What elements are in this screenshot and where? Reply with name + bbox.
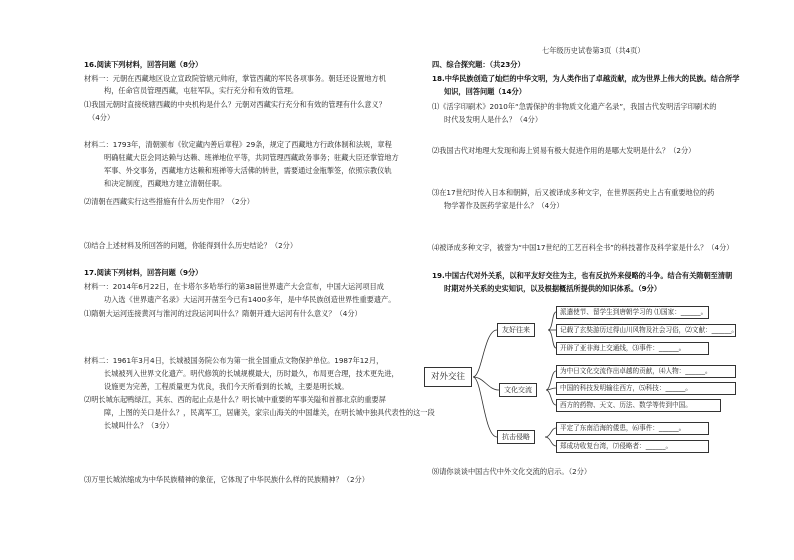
q17-material1-line1: 材料一：2014年6月22日，在卡塔尔多哈举行的第38届世界遗产大会宣布，中国大运河项目成 <box>84 282 384 291</box>
q16-material2-line4: 和决定制度，西藏地方建立清朝任职。 <box>104 179 227 188</box>
mindmap-leaf-5: 中国的科技发明输往西方，⑸科技：______。 <box>556 382 736 395</box>
mindmap-branch-culture: 文化交流 <box>499 383 537 397</box>
q17-question2-line1: ⑵明长城东起鸭绿江，其东、西的起止点是什么？明长城中重要的军事关隘和首都北京的重要屏 <box>84 395 386 404</box>
mindmap-leaf-7: 平定了东南沿海的倭患，⑹事件：______。 <box>556 422 709 435</box>
q16-question1-line1: ⑴我国元朝时直接统辖西藏的中央机构是什么？元朝对西藏实行充分和有效的管理有什么意义？ <box>84 100 386 109</box>
q18-question2: ⑵我国古代对地理大发现和海上贸易有极大促进作用的是哪大发明是什么？（2分） <box>432 146 696 155</box>
q18-title-line2: 知识，回答问题（14分） <box>444 87 526 96</box>
mindmap-leaf-6: 西方的药物、天文、历法、数学等传到中国。 <box>556 399 721 412</box>
q16-material1-line1: 材料一：元朝在西藏地区设立宣政院管辖元帅府，掌管西藏的军民各项事务。朝廷还设置地方机 <box>84 74 386 83</box>
q17-material2-line2: 长城被列入世界文化遗产。明代修筑的长城规模最大，历时最久，布局更合理，技术更先进， <box>104 369 399 378</box>
mindmap-leaf-3: 开辟了亚非海上交通线，⑶事件：______。 <box>556 342 709 355</box>
section4-title: 四、综合探究题：（共23分） <box>432 60 525 69</box>
q17-material2-line1: 材料二：1961年3月4日，长城被国务院公布为第一批全国重点文物保护单位。1987年12月， <box>84 356 384 365</box>
q16-question1-line2: （4分） <box>88 113 115 122</box>
q19-title-line1: 19.中国古代对外关系，以和平友好交往为主，也有反抗外来侵略的斗争。结合有关隋朝至清朝 <box>432 271 733 280</box>
q17-material2-line3: 设施更为完善，工程质量更为优良，我们今天所看到的长城，主要是明长城。 <box>104 382 349 391</box>
q16-question3: ⑶结合上述材料及所回答的问题，你能得到什么历史结论？（2分） <box>84 241 298 250</box>
q16-question2: ⑵清朝在西藏实行这些措施有什么历史作用？（2分） <box>84 197 254 206</box>
q16-material1-line2: 构，任命官员管理西藏，屯驻军队，实行充分和有效的管理。 <box>104 86 299 95</box>
q17-material1-line2: 功入选《世界遗产名录》大运河开凿至今已有1400多年，是中华民族创造世界性重要遗产。 <box>104 295 396 304</box>
page-header: 七年级历史试卷第3页（共4页） <box>542 46 645 55</box>
mindmap-leaf-4: 为中日文化交流作出卓越的贡献，⑷人物：______。 <box>556 365 736 378</box>
q16-material2-line2: 明确驻藏大臣会同达赖与达赖、班禅地位平等，共同管理西藏政务事务；驻藏大臣还掌管地方 <box>104 153 399 162</box>
q16-title: 16.阅读下列材料，回答问题（8分） <box>84 60 203 69</box>
q18-question4: ⑷被译成多种文字，被誉为“中国17世纪的工艺百科全书”的科技著作及科学家是什么？（4分） <box>432 243 734 252</box>
q18-title-line1: 18.中华民族创造了灿烂的中华文明，为人类作出了卓越贡献，成为世界上伟大的民族。结合所学 <box>432 74 740 83</box>
q18-question3-line2: 物学著作及医药学家是什么？（4分） <box>444 201 564 210</box>
q17-question2-line3: 长城叫什么？（3分） <box>104 421 174 430</box>
mindmap-branch-resist: 抗击侵略 <box>497 430 535 444</box>
q18-question3-line1: ⑶在17世纪时传入日本和朝鲜，后又被译成多种文字，在世界医药史上占有重要地位的药 <box>432 188 715 197</box>
mindmap-leaf-2: 记载了玄奘游历过得山川风物及社会习俗，⑵文献：______。 <box>556 324 736 337</box>
mindmap-root: 对外交往 <box>424 367 472 387</box>
q17-question2-line2: 障，上图的关口是什么？，民离军工，居庸关，家宗山海关的中国雄关，在明长城中独具代表性的这一段 <box>104 408 435 417</box>
q16-material2-line1: 材料二：1793年，清朝颁布《钦定藏内善后章程》29条，规定了西藏地方行政体制和法规，章程 <box>84 140 392 149</box>
mindmap-leaf-8: 郑成功收复台湾，⑺侵略者：______。 <box>556 440 709 453</box>
q18-question1-line1: ⑴《活字印刷术》2010年“急需保护的非物质文化遗产名录”，我国古代发明活字印刷术的 <box>432 102 717 111</box>
mindmap-branch-friendly: 友好往来 <box>497 323 535 337</box>
q16-material2-line3: 军事、外交事务，西藏地方达赖和班禅等大活佛的转世，需要通过金瓶掣签，依照宗教仪轨 <box>104 166 392 175</box>
mindmap-leaf-1: 派遣使节、留学生到唐朝学习的 ⑴国家：______。 <box>556 306 709 319</box>
q18-question1-line2: 时代及发明人是什么？（4分） <box>444 115 543 124</box>
q19-final-question: ⑻请你谈谈中国古代中外文化交流的启示。（2分） <box>432 467 592 476</box>
q17-title: 17.阅读下列材料，回答问题（9分） <box>84 268 203 277</box>
q19-title-line2: 时期对外关系的史实知识，以及根据概括所提供的知识体系。（9分） <box>444 284 662 293</box>
q17-question1: ⑴隋朝大运河连接黄河与淮河的过段运河叫什么？隋朝开通大运河有什么意义？（4分） <box>84 309 362 318</box>
q17-question3: ⑶万里长城浓缩成为中华民族精神的象征，它体现了中华民族什么样的民族精神？（2分） <box>84 475 369 484</box>
